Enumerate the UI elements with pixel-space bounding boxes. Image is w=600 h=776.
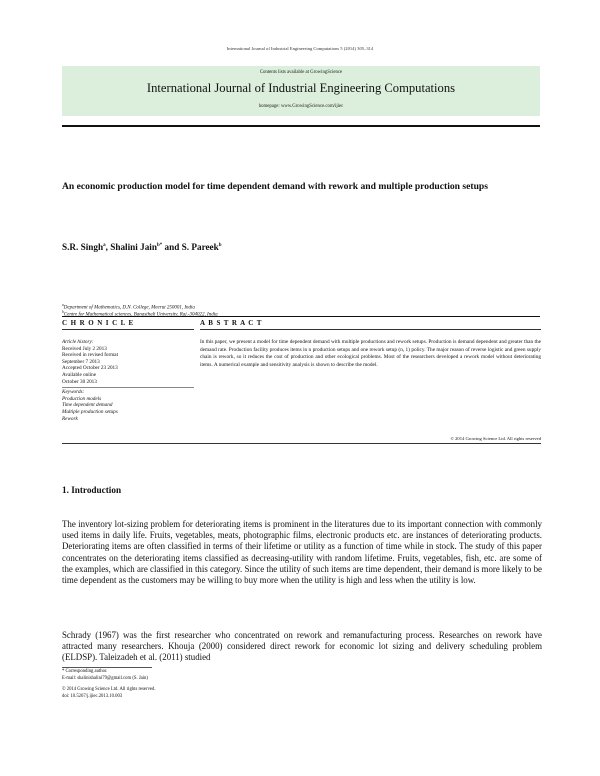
abstract-rule <box>200 329 541 330</box>
author-name: Shalini Jain <box>110 242 157 252</box>
author-name: S.R. Singh <box>62 242 104 252</box>
keywords-divider <box>62 387 194 388</box>
history-item: October 30 2013 <box>62 378 97 385</box>
journal-title: International Journal of Industrial Engineering Computations <box>146 81 456 95</box>
author-sup: b* <box>156 242 163 248</box>
intro-paragraph-1: The inventory lot-sizing problem for deteriorating items is prominent in the literatures due to its important connection with commonly used items in daily life. Fruits, vegetables, meats, photographic films, electronic products etc. are instances of deteriorating products. Deteriorating items are often classified in terms of their lifetime or utility as a function of time while in stock. The study of this paper concentrates on the deteriorating items classified as decreasing-utility with random lifetime. Fruits, vegetables, fish, etc. are some of the examples, which are classified in this category. Since the utility of such items are time dependent, their demand is more likely to be time dependent as the customers may be willing to buy more when the utility is high and less when the utility is low. <box>62 519 542 586</box>
footnote-doi: doi: 10.5267/j.ijiec.2013.10.003 <box>62 694 123 699</box>
paper-title: An economic production model for time dependent demand with rework and multiple production setups <box>62 181 488 192</box>
history-label: Article history: <box>62 339 94 345</box>
author-sup: b <box>218 242 222 248</box>
history-item: Received July 2 2013 <box>62 345 107 352</box>
header-rule <box>62 125 540 127</box>
keyword-item: Production models <box>62 395 102 402</box>
footnote-corresponding: * Corresponding author. <box>62 669 108 674</box>
history-item: Received in revised format <box>62 352 119 359</box>
chronicle-heading: C H R O N I C L E <box>62 319 135 327</box>
article-history <box>62 339 197 422</box>
history-item: Available online <box>62 371 97 378</box>
history-item: September 7 2013 <box>62 358 100 365</box>
affiliation-b <box>62 309 218 319</box>
journal-banner <box>62 66 540 116</box>
affiliation-sup: a <box>62 303 64 307</box>
footnote-email: E-mail: shalinishalini79@gmail.com (S. Jain) <box>62 676 148 681</box>
abstract-copyright: © 2014 Growing Science Ltd. All rights reserved <box>450 436 541 441</box>
running-header: International Journal of Industrial Engineering Computations 5 (2014) 305–314 <box>226 46 374 51</box>
keyword-item: Multiple production setups <box>62 408 118 415</box>
contents-line: Contents lists available at GrowingScience <box>259 70 343 75</box>
keywords-label: Keywords: <box>62 389 85 396</box>
intro-heading: 1. Introduction <box>62 485 122 495</box>
chronicle-rule <box>62 329 194 330</box>
author-separator: and <box>162 242 182 252</box>
intro-paragraph-2: Schrady (1967) was the first researcher who concentrated on rework and remanufacturing process. Researches on rework have attracted many researchers. Khouja (2000) considered direct rework for economic lot sizing and delivery scheduling problem (ELDSP). Taleizadeh et al. (2011) studied <box>62 630 542 663</box>
affiliation-text: Department of Mathematics, D.N. College, Meerut 250001, India <box>63 305 195 311</box>
author-name: S. Pareek <box>181 242 219 252</box>
section-rule-bottom <box>62 443 541 444</box>
keyword-item: Time dependent demand <box>62 402 113 409</box>
section-rule-top <box>62 316 540 317</box>
footnote-rule <box>62 667 152 668</box>
history-item: Accepted October 23 2013 <box>62 365 118 372</box>
footnote-copyright: © 2014 Growing Science Ltd. All rights reserved. <box>62 687 156 692</box>
keyword-item: Rework <box>62 415 78 422</box>
author-list <box>62 242 222 252</box>
abstract-text: In this paper, we present a model for time dependent demand with multiple productions and rework setups. Production is demand dependent and greater than the demand rate. Production facility produces items in n production setups and one rework setup (n, 1) policy. The major reason of reverse logistic and green supply chain is rework, so it reduces the cost of production and other ecological problems. Most of the researchers developed a rework model without deteriorating items. A numerical example and sensitivity analysis is shown to describe the model. <box>200 339 541 369</box>
author-separator: , <box>105 242 111 252</box>
author-sup: a <box>103 242 106 248</box>
abstract-heading: A B S T R A C T <box>200 319 263 327</box>
affiliation-sup: b <box>62 310 64 314</box>
journal-homepage[interactable]: homepage: www.GrowingScience.com/ijiec <box>258 104 344 109</box>
